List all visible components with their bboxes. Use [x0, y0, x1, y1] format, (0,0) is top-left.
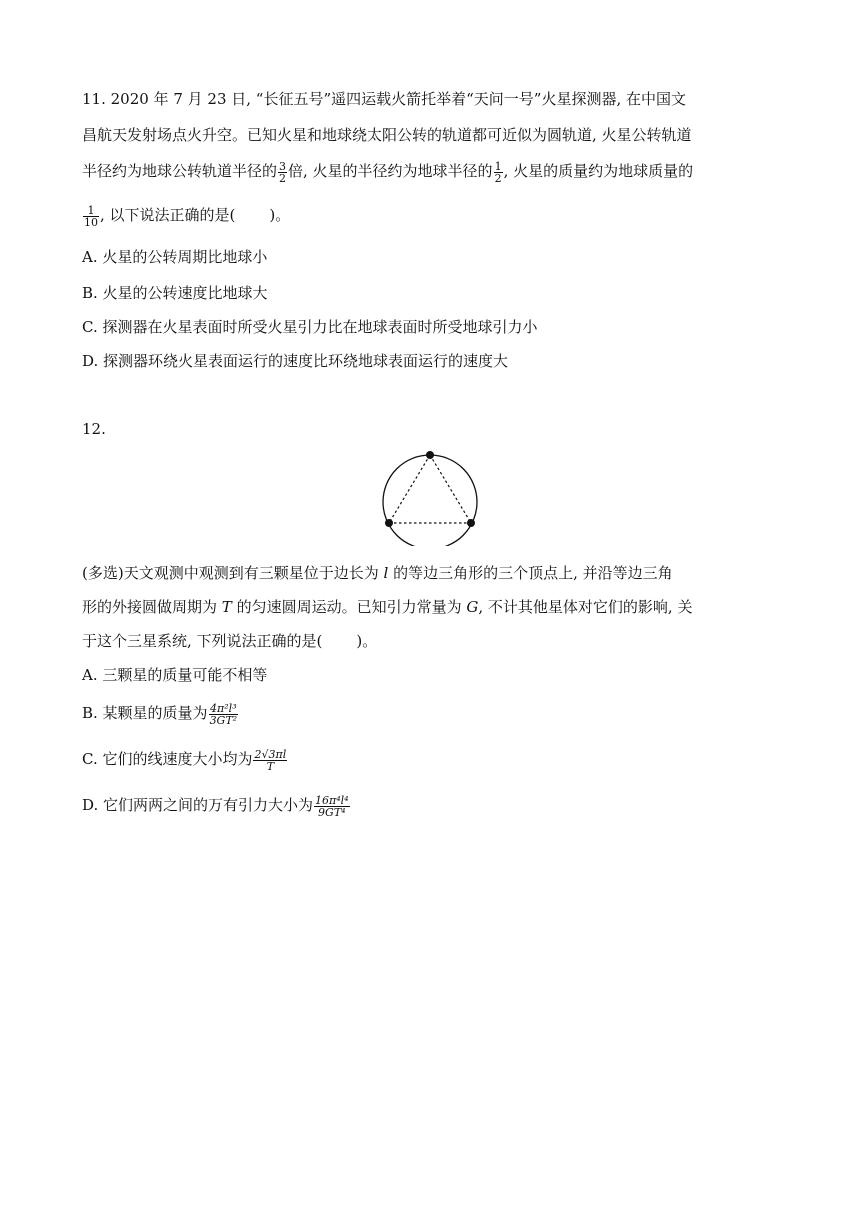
fraction-denominator: 2: [494, 171, 502, 185]
q11-line-3-text-b: 倍, 火星的半径约为地球半径的: [288, 162, 493, 180]
q11-option-d: D. 探测器环绕火星表面运行的速度比环绕地球表面运行的速度大: [82, 352, 509, 370]
q12-line-2: [82, 596, 692, 618]
q12-line-1-text-b: 的等边三角形的三个顶点上, 并沿等边三角: [393, 564, 673, 582]
q12-line-2-text-a: 形的外接圆做周期为: [82, 598, 218, 616]
fraction-numerator: 1: [83, 205, 99, 217]
q12-option-a: A. 三颗星的质量可能不相等: [82, 666, 268, 684]
variable-G: G: [466, 598, 479, 616]
q12-line-3-close: )。: [356, 632, 378, 650]
fraction-denominator: 10: [84, 215, 98, 229]
circumscribed-circle: [383, 455, 477, 546]
q12-line-2-text-c: , 不计其他星体对它们的影响, 关: [478, 598, 693, 616]
three-star-figure: [376, 446, 484, 546]
variable-T: T: [221, 598, 232, 616]
q12-option-c-text: C. 它们的线速度大小均为: [82, 750, 253, 768]
fraction-1-2: [494, 161, 503, 184]
q12-option-b: [82, 702, 239, 726]
q11-line-3-text-a: 半径约为地球公转轨道半径的: [82, 162, 278, 180]
q12-line-2-text-b: 的匀速圆周运动。已知引力常量为: [236, 598, 462, 616]
triangle-side-left: [389, 455, 430, 523]
fraction-denominator: 2: [279, 171, 287, 185]
q12-line-3: [82, 630, 377, 652]
star-bottom-left: [385, 519, 393, 527]
q11-option-c: C. 探测器在火星表面时所受火星引力比在地球表面时所受地球引力小: [82, 318, 538, 336]
fraction-numerator: 16π⁴l⁴: [315, 793, 349, 807]
q12-line-1-text-a: (多选)天文观测中观测到有三颗星位于边长为: [82, 564, 379, 582]
star-top: [426, 451, 434, 459]
fraction-denominator: 3GT²: [209, 713, 238, 727]
fraction-numerator: 2√3πl: [254, 747, 287, 761]
q11-line-4-close: )。: [269, 206, 291, 224]
fraction-denominator: 9GT⁴: [318, 805, 346, 819]
fraction-numerator: 4π²l³: [210, 701, 237, 715]
variable-l: l: [383, 564, 389, 582]
q11-line-3-text-c: , 火星的质量约为地球质量的: [503, 162, 694, 180]
fraction-1-10: [83, 205, 99, 228]
fraction-denominator: T: [266, 759, 275, 773]
q11-line-3: [82, 160, 693, 184]
q12-option-d: [82, 794, 351, 818]
q12-line-3-text: 于这个三星系统, 下列说法正确的是(: [82, 632, 323, 650]
formula-gravitation: [314, 795, 350, 818]
q11-line-1: 11. 2020 年 7 月 23 日, “长征五号”遥四运载火箭托举着“天问一号”火星探测器, 在中国文: [82, 90, 687, 108]
formula-velocity: [253, 749, 287, 772]
q11-option-b: B. 火星的公转速度比地球大: [82, 284, 268, 302]
q11-line-4-text: , 以下说法正确的是(: [100, 206, 236, 224]
fraction-numerator: 1: [494, 159, 502, 173]
q12-option-c: [82, 748, 288, 772]
q12-option-b-text: B. 某颗星的质量为: [82, 704, 208, 722]
formula-mass: [209, 703, 239, 726]
q11-line-4: [82, 204, 290, 228]
q11-option-a: A. 火星的公转周期比地球小: [82, 248, 268, 266]
q12-line-1: [82, 562, 673, 584]
fraction-3-2: [278, 161, 287, 184]
star-bottom-right: [467, 519, 475, 527]
triangle-side-right: [430, 455, 471, 523]
q12-option-d-text: D. 它们两两之间的万有引力大小为: [82, 796, 314, 814]
fraction-numerator: 3: [279, 159, 287, 173]
q12-number: 12.: [82, 420, 106, 438]
q11-line-2: 昌航天发射场点火升空。已知火星和地球绕太阳公转的轨道都可近似为圆轨道, 火星公转轨道: [82, 126, 692, 144]
